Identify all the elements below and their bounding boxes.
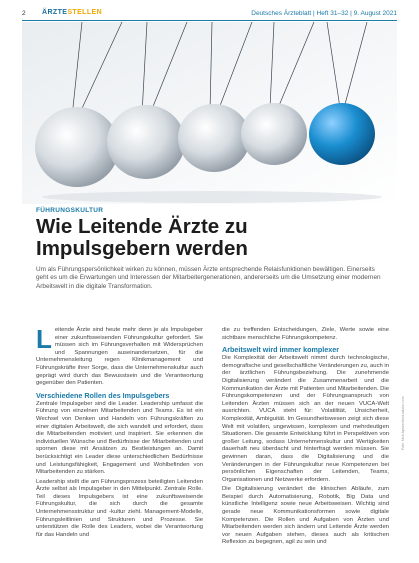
blue-ball <box>309 103 375 165</box>
left-paragraph-3: Leadership stellt die am Führungsprozess beteiligten Leitenden Ärzte selbst als Impulsgeber in den Mittelpunkt. Zentrale Rolle. Teil dieses Impulsgebers ist eine zukunftsweisende Führungskultur, die sich durch die gesamte Unternehmensstruktur und -kultur zieht. Management-Modelle, Führungsleitlinien und Strukturen und Prozesse. Sie unterstützen die Rolle des Leaders, wobei die Verantwortung für das Handeln und <box>36 478 203 538</box>
left-paragraph-1 <box>36 324 203 388</box>
section-kicker-header <box>42 9 102 16</box>
kicker-main: ÄRZTE <box>42 9 68 16</box>
left-column <box>36 324 203 541</box>
publication-info: Deutsches Ärzteblatt | Heft 31–32 | 9. August 2021 <box>251 10 397 17</box>
left-paragraph-2: Zentrale Impulsgeber sind die Leader. Leadership umfasst die Führung von einzelnen Mitarbeitenden und Teams. Es ist ein Wechsel von Denken und Handeln von Führungskräften zu einer digitalen Arbeitswelt, die sich wandelt und erfordert, dass die Mitarbeitenden motiviert und inspiriert. Sie erkennen die individuellen Wünsche und Bedürfnisse der Mitarbeitenden und spornen diese mit Ansätzen zu Bestleistungen an. Damit berücksichtigt ein Leader diese unterschiedlichen Bedürfnisse und Leistungsfähigkeit, Engagement und Wohlbefinden von Mitarbeitenden zu stärken. <box>36 400 203 476</box>
left-subheading: Verschiedene Rollen des Impulsgebers <box>36 390 170 400</box>
dropcap: L <box>36 324 52 354</box>
left-paragraph-1-text: eitende Ärzte sind heute mehr denn je als Impulsgeber einer zukunftsweisenden Führungskultur gefordert. Sie müssen sich im Führungsverhalten mit Widersprüchen und Spannungen auseinandersetzen, für die Unternehmensleitung regen Klinikmanagement und Führungskräfte ihrer Sorge, dass die Unternehmenskultur auch geprägt wird durch das Bewusstsein und die Verantwortung gegenüber den Patienten. <box>36 327 203 387</box>
page-number: 2 <box>22 10 26 17</box>
header-rule <box>22 20 397 21</box>
right-paragraph-1: die zu treffenden Entscheidungen, Ziele, Werte sowie eine sichtbare menschliche Führungskompetenz. <box>222 327 389 341</box>
right-subheading: Arbeitswelt wird immer komplexer <box>222 345 340 355</box>
right-paragraph-2: Die Komplexität der Arbeitswelt nimmt durch technologische, demografische und gesellschaftliche Veränderungen zu, auch in der ärztlichen Führungsbeziehung. Die zunehmende Digitalisierung verändert die Zusammenarbeit und die Kommunikation der Ärzte mit Patienten und Mitarbeitenden. Die Führungskompetenzen und der Führungsanspruch von Leitenden Ärzten müssen sich an der neuen VUCA-Welt ausrichten. VUCA steht für: Volatilität, Unsicherheit, Komplexität, Ambiguität. Im Gesundheitswesen zeigt sich diese Welt mit volatilen, ungewissen, komplexen und mehrdeutigen Situationen. Die gesamte Entwicklung führt in Perspektiven von großer Leitung, sodass Unternehmenskultur und Wertigkeiten dauerhaft neu überdacht und hinterfragt werden müssen. Sie gewinnen daran, dass die Digitalisierung und die Veränderungen in der Führungskultur neue Kompetenzen bei persönlichen Eigenschaften der Leitenden, Teams, Organisationen und Netzwerke erfordern. <box>222 355 390 483</box>
newtons-cradle-photo <box>22 22 397 204</box>
right-paragraph-3: Die Digitalisierung verändert die klinischen Abläufe, zum Beispiel durch Automatisierung, Robotik, Big Data und künstliche Intelligenz sowie neue Arbeitsweisen. Wichtig sind gerade neue Kommunikationsformen sowie digitale Kompetenzen. Die Rollen und Aufgaben von Ärzten und Mitarbeitenden werden sich ändern und Leitende Ärzte werden vor neuen Aufgaben stehen, dieses auch als kritischen Reflexion zu begegnen, agil zu sein und <box>222 486 389 546</box>
photo-credit: Foto: Nick Aysan/stock.adobe.com <box>401 396 405 450</box>
right-column <box>222 327 389 549</box>
kicker-accent: STELLEN <box>67 9 103 16</box>
newtons-cradle-illustration <box>22 22 397 204</box>
article-title: Wie Leitende Ärzte zu Impulsgebern werden <box>36 215 248 260</box>
article-lead: Um als Führungspersönlichkeit wirken zu können, müssen Ärzte entsprechende Relaisfunktionen bewältigen. Einerseits geht es um die Erwartungen und Interessen der Mitarbeitergenerationen, andererseits um die Umsetzung einer modernen Arbeitswelt in die digitale Transformation. <box>36 266 381 290</box>
article-section-label: FÜHRUNGSKULTUR <box>36 207 104 214</box>
